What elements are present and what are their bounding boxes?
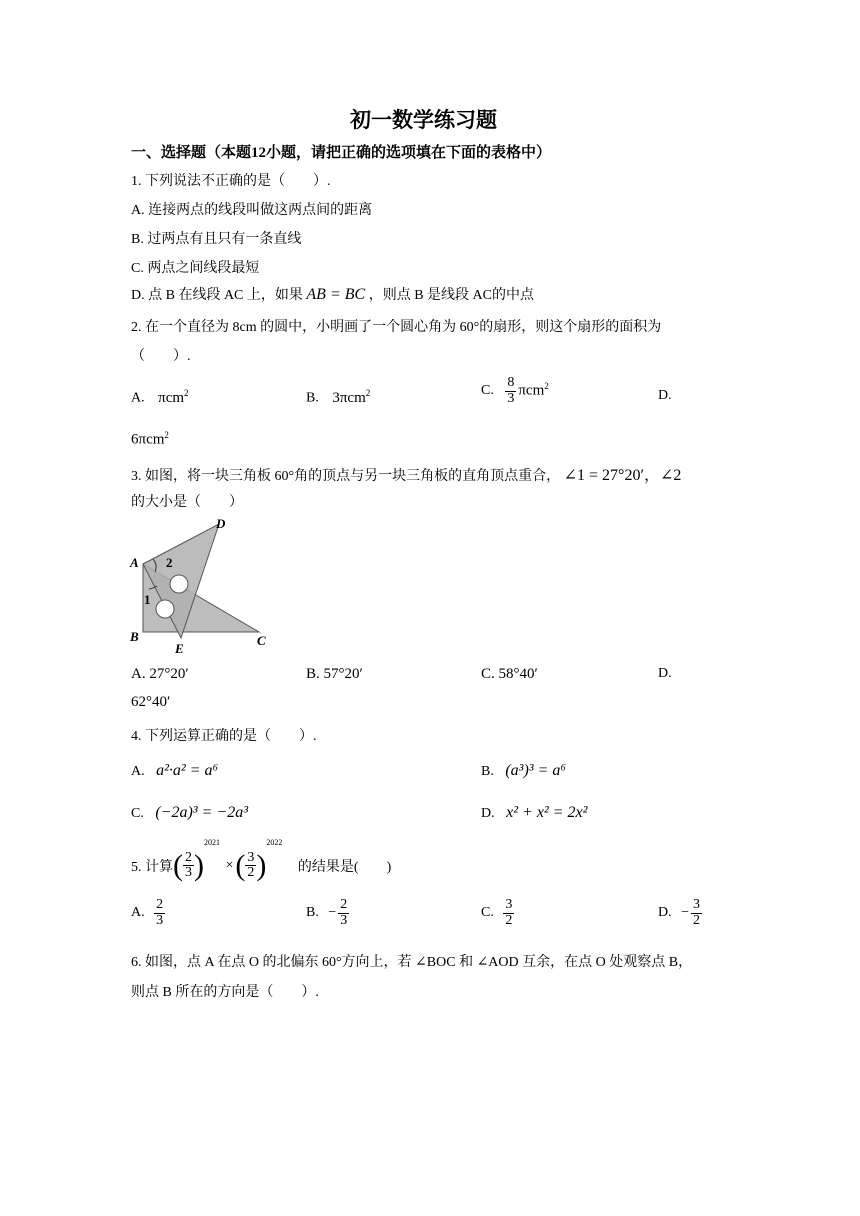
fraction-numerator: 3 xyxy=(247,849,255,865)
label-a: A xyxy=(130,555,139,570)
exponent: 2021 xyxy=(204,838,220,847)
fraction xyxy=(154,898,165,928)
label-angle-1: 1 xyxy=(144,592,151,607)
q4-option-d xyxy=(481,804,587,822)
section-heading: 一、选择题（本题12小题，请把正确的选项填在下面的表格中） xyxy=(131,145,552,161)
hole-circle xyxy=(170,575,188,593)
fraction-numerator: 2 xyxy=(185,849,192,865)
times-sign: × xyxy=(225,857,234,873)
minus-sign: − xyxy=(328,905,337,921)
fraction xyxy=(183,851,194,881)
label-d: D xyxy=(216,516,226,531)
fraction-numerator: 2 xyxy=(340,897,348,912)
q3-stem-text: 3. 如图，将一块三角板 60°角的顶点与另一块三角板的直角顶点重合， xyxy=(131,469,561,484)
option-math: x² + x² = 2x² xyxy=(506,804,588,821)
option-value: 3πcm xyxy=(332,389,366,406)
superscript: 2 xyxy=(164,430,169,440)
q2-option-d-value xyxy=(131,430,169,449)
option-math: (−2a)³ = −2a³ xyxy=(155,804,248,821)
q1-option-c: C. 两点之间线段最短 xyxy=(131,261,260,276)
q4-stem: 4. 下列运算正确的是（ ）. xyxy=(131,729,317,744)
option-label: A. xyxy=(131,905,145,921)
label-b: B xyxy=(130,629,139,644)
q5-stem xyxy=(131,838,391,881)
fraction xyxy=(505,376,516,406)
q4-option-c xyxy=(131,804,248,822)
option-label: A. xyxy=(131,390,145,406)
q5-option-d xyxy=(658,898,704,928)
superscript: 2 xyxy=(365,388,371,398)
right-paren: ) xyxy=(256,848,267,882)
fraction-numerator: 8 xyxy=(507,375,515,390)
fraction-denominator: 2 xyxy=(693,912,701,928)
option-label: D. xyxy=(481,806,495,821)
left-paren: ( xyxy=(235,848,246,882)
option-value: πcm xyxy=(518,382,545,399)
label-e: E xyxy=(175,641,184,656)
q3-stem-line2: 的大小是（ ） xyxy=(131,495,243,510)
q4-option-a xyxy=(131,762,218,780)
exponent: 2022 xyxy=(266,838,283,847)
label-c: C xyxy=(257,633,266,648)
option-label: C. xyxy=(481,383,494,399)
fraction xyxy=(691,898,702,928)
q3-stem-line1 xyxy=(131,462,681,485)
fraction-numerator: 3 xyxy=(693,897,701,912)
q3-option-b: B. 57°20′ xyxy=(306,666,363,682)
q2-option-a xyxy=(131,388,189,407)
q2-option-b xyxy=(306,388,370,407)
fraction-numerator: 3 xyxy=(505,897,513,912)
option-math: a²·a² = a⁶ xyxy=(156,762,219,779)
q6-stem-line1: 6. 如图，点 A 在点 O 的北偏东 60°方向上，若 ∠BOC 和 ∠AOD 互余，在点 O 处观察点 B， xyxy=(131,955,693,970)
hole-circle xyxy=(156,600,174,618)
minus-sign: − xyxy=(681,905,690,921)
q1-option-d-math: AB = BC xyxy=(306,286,366,303)
q1-option-b: B. 过两点有且只有一条直线 xyxy=(131,232,302,247)
option-value: 6πcm xyxy=(131,431,165,448)
option-label: B. xyxy=(306,390,319,406)
q1-option-d-pre: D. 点 B 在线段 AC 上，如果 xyxy=(131,288,303,303)
option-label: B. xyxy=(306,905,319,921)
option-label: A. xyxy=(131,764,145,779)
option-label: C. xyxy=(481,905,494,921)
fraction-denominator: 3 xyxy=(340,912,348,928)
superscript: 2 xyxy=(544,380,549,391)
q4-option-b xyxy=(481,762,566,780)
option-math: (a³)³ = a⁶ xyxy=(505,762,566,779)
q3-option-d-label: D. xyxy=(658,666,672,681)
fraction xyxy=(503,898,514,928)
q5-option-c xyxy=(481,898,516,928)
q3-option-d-value: 62°40′ xyxy=(131,694,171,710)
label-angle-2: 2 xyxy=(166,555,173,570)
page-title: 初一数学练习题 xyxy=(350,108,497,132)
left-paren: ( xyxy=(173,848,183,882)
fraction xyxy=(245,851,256,881)
option-label: B. xyxy=(481,764,494,779)
superscript: 2 xyxy=(184,388,189,398)
right-paren: ) xyxy=(194,848,204,882)
q2-option-d-label: D. xyxy=(658,388,672,403)
q1-option-d-post: ，则点 B 是线段 AC的中点 xyxy=(368,288,534,303)
q2-option-c xyxy=(481,376,549,406)
q2-stem-line2: （ ）. xyxy=(131,349,191,364)
q2-stem-line1: 2. 在一个直径为 8cm 的圆中，小明画了一个圆心角为 60°的扇形，则这个扇形的面积为 xyxy=(131,320,662,335)
q3-option-a: A. 27°20′ xyxy=(131,666,189,682)
q1-option-d xyxy=(131,284,534,304)
q1-stem: 1. 下列说法不正确的是（ ）. xyxy=(131,174,331,189)
q5-option-b xyxy=(306,898,351,928)
fraction-denominator: 3 xyxy=(156,912,164,928)
option-value: πcm xyxy=(158,389,185,406)
q3-stem-math: ∠1 = 27°20′，∠2 xyxy=(563,467,682,484)
fraction-denominator: 2 xyxy=(247,865,255,881)
q5-stem-post: 的结果是( ) xyxy=(297,859,392,875)
fraction-denominator: 3 xyxy=(507,390,515,406)
fraction-denominator: 2 xyxy=(505,912,513,928)
fraction-numerator: 2 xyxy=(156,897,164,912)
q6-stem-line2: 则点 B 所在的方向是（ ）. xyxy=(131,985,319,1000)
q5-option-a xyxy=(131,898,167,928)
q1-option-a: A. 连接两点的线段叫做这两点间的距离 xyxy=(131,203,373,218)
fraction xyxy=(338,898,349,928)
option-label: C. xyxy=(131,806,144,821)
fraction-denominator: 3 xyxy=(185,865,192,881)
q3-option-c: C. 58°40′ xyxy=(481,666,538,682)
option-label: D. xyxy=(658,905,672,921)
triangle-figure xyxy=(127,514,272,656)
q5-stem-pre: 5. 计算 xyxy=(131,859,173,875)
